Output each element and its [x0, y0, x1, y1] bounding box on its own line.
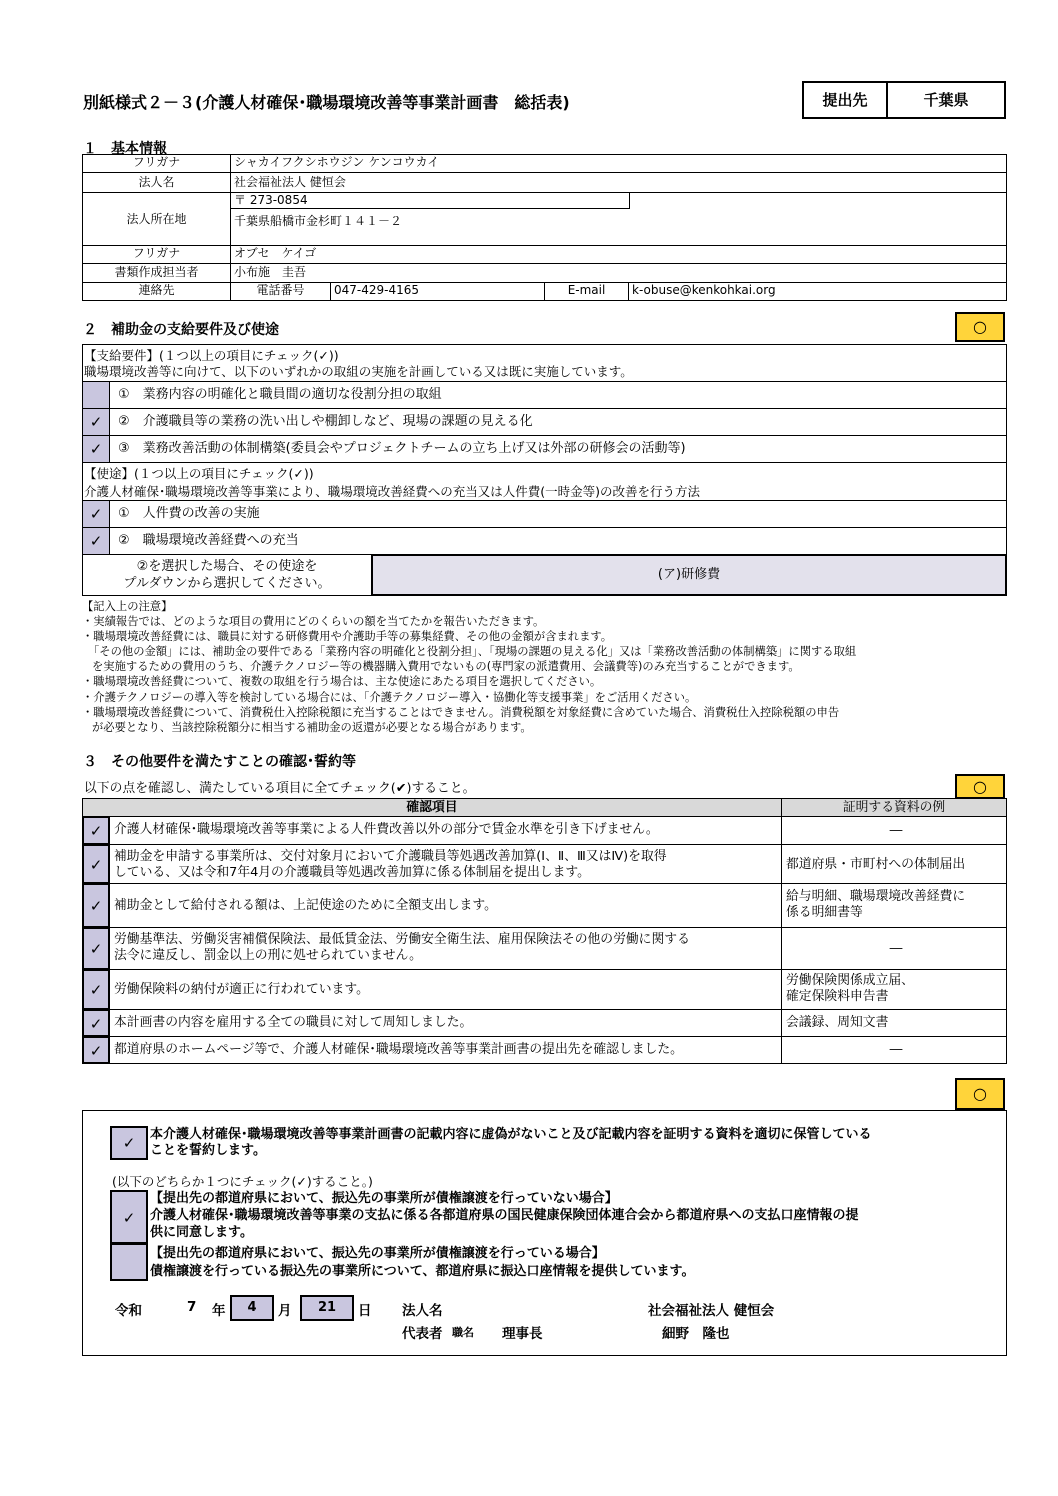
section3-heading: ３ その他要件を満たすことの確認･誓約等	[83, 754, 356, 770]
rep-label: 代表者	[402, 1326, 443, 1342]
corp-label: 法人名	[402, 1303, 443, 1319]
rep-title-label: 職名	[452, 1326, 474, 1339]
requirement-2-checkbox[interactable]: ✓	[82, 408, 110, 436]
address-value: 千葉県船橋市金杉町１４１－２	[234, 214, 403, 228]
day-input[interactable]: 21	[300, 1295, 354, 1321]
use-1-label: ① 人件費の改善の実施	[109, 500, 1007, 528]
option2-title: 【提出先の都道府県において、振込先の事業所が債権譲渡を行っている場合】	[150, 1246, 605, 1261]
confirm-text-line: 本計画書の内容を雇用する全ての職員に対して周知しました。	[114, 1015, 473, 1030]
evidence-line: ―	[889, 823, 903, 838]
confirm-text-line: 補助金として給付される額は、上記使途のために全額支出します。	[114, 898, 497, 913]
section1-heading: １ 基本情報	[83, 141, 167, 157]
address-label: 法人所在地	[82, 192, 231, 246]
author-label: 書類作成担当者	[82, 263, 231, 283]
option1-line: 介護人材確保･職場環境改善等事業の支払に係る各都道府県の国民健康保険団体連合会から都道府県への支払口座情報の提	[150, 1208, 859, 1223]
confirm-4-checkbox[interactable]: ✓	[82, 927, 110, 970]
corp-value: 社会福祉法人 健恒会	[648, 1303, 775, 1319]
submit-to-value: 千葉県	[923, 91, 969, 109]
furigana-value: シャカイフクシホウジン ケンコウカイ	[230, 154, 1007, 173]
section4-status-badge: ○	[955, 1078, 1005, 1110]
use-category-select[interactable]: (ア)研修費	[371, 554, 1007, 596]
option2-text	[150, 1245, 694, 1281]
evidence-line: 都道府県・市町村への体制届出	[786, 857, 966, 872]
email-value: k-obuse@kenkohkai.org	[628, 282, 1007, 301]
evidence-line: 係る明細書等	[786, 905, 863, 920]
note-line: を実施するための費用のうち、介護テクノロジー等の機器購入費用でないもの(専門家の派遣費用、会議費等)のみ充当することができます。	[92, 660, 800, 673]
confirm-7-text	[109, 1036, 782, 1064]
section3-status-badge: ○	[955, 774, 1005, 799]
day-label: 日	[358, 1303, 372, 1319]
confirm-1-evidence	[781, 816, 1007, 845]
confirm-2-checkbox[interactable]: ✓	[82, 844, 110, 884]
confirm-7-evidence	[781, 1036, 1007, 1064]
confirm-5-text	[109, 969, 782, 1010]
confirm-3-evidence	[781, 883, 1007, 928]
confirm-6-evidence	[781, 1009, 1007, 1037]
select-prompt-line1: ②を選択した場合、その使途を	[136, 559, 318, 574]
furigana2-label: フリガナ	[82, 245, 231, 264]
corp-name-label: 法人名	[82, 172, 231, 193]
requirement-3-label: ③ 業務改善活動の体制構築(委員会やプロジェクトチームの立ち上げ又は外部の研修会の活動等)	[109, 435, 1007, 463]
section2-heading: ２ 補助金の支給要件及び使途	[83, 322, 279, 338]
confirm-3-text	[109, 883, 782, 928]
requirements-desc: 職場環境改善等に向けて、以下のいずれかの取組の実施を計画している又は既に実施しています。	[84, 364, 633, 379]
confirm-3-checkbox[interactable]: ✓	[82, 883, 110, 928]
furigana2-value: オブセ ケイゴ	[230, 245, 1007, 264]
use-title: 【使途】(１つ以上の項目にチェック(✓))	[84, 466, 314, 481]
submit-to-label: 提出先	[804, 83, 888, 117]
requirement-2-label: ② 介護職員等の業務の洗い出しや棚卸しなど、現場の課題の見える化	[109, 408, 1007, 436]
option1-title: 【提出先の都道府県において、振込先の事業所が債権譲渡を行っていない場合】	[150, 1191, 618, 1206]
section3-intro: 以下の点を確認し、満たしている項目に全てチェック(✔)すること。	[84, 781, 476, 796]
month-input[interactable]: 4	[230, 1295, 274, 1321]
evidence-line: 労働保険関係成立届、	[786, 973, 914, 988]
confirm-text-line: している、又は令和7年4月の介護職員等処遇改善加算に係る体制届を提出します。	[114, 865, 590, 880]
corp-name-value: 社会福祉法人 健恒会	[230, 172, 1007, 193]
confirm-text-line: 補助金を申請する事業所は、交付対象月において介護職員等処遇改善加算(Ⅰ、Ⅱ、Ⅲ又はⅣ)を取得	[114, 849, 667, 864]
select-prompt-line2: プルダウンから選択してください。	[123, 576, 331, 591]
confirm-1-text	[109, 816, 782, 845]
confirm-6-checkbox[interactable]: ✓	[82, 1009, 110, 1037]
evidence-line: ―	[889, 1042, 903, 1057]
era-label: 令和	[115, 1303, 142, 1319]
submit-to-box	[802, 81, 1006, 119]
requirement-1-checkbox[interactable]	[82, 381, 110, 409]
option1-text	[150, 1190, 859, 1241]
option2-checkbox[interactable]	[110, 1243, 148, 1281]
form-title: 別紙様式２－３(介護人材確保･職場環境改善等事業計画書 総括表)	[83, 93, 570, 112]
use-2-checkbox[interactable]: ✓	[82, 527, 110, 555]
phone-value: 047-429-4165	[330, 282, 545, 301]
year-label: 年	[212, 1303, 226, 1319]
requirement-1-label: ① 業務内容の明確化と職員間の適切な役割分担の取組	[109, 381, 1007, 409]
col-header-item: 確認項目	[82, 798, 782, 817]
use-desc: 介護人材確保･職場環境改善等事業により、職場環境改善経費への充当又は人件費(一時金等)の改善を行う方法	[84, 484, 701, 499]
confirm-4-evidence	[781, 927, 1007, 970]
confirm-6-text	[109, 1009, 782, 1037]
note-line: 「その他の金額」には、補助金の要件である「業務内容の明確化と役割分担」、「現場の課題の見える化」又は「業務改善活動の体制構築」に関する取組	[88, 645, 857, 658]
col-header-evidence: 証明する資料の例	[781, 798, 1007, 817]
email-label: E-mail	[544, 282, 629, 301]
rep-title-value: 理事長	[502, 1326, 543, 1342]
confirm-text-line: 介護人材確保･職場環境改善等事業による人件費改善以外の部分で賃金水準を引き下げません。	[114, 822, 659, 837]
note-line: が必要となり、当該控除税額分に相当する補助金の返還が必要となる場合があります。	[92, 721, 532, 734]
use-2-label: ② 職場環境改善経費への充当	[109, 527, 1007, 555]
confirm-5-checkbox[interactable]: ✓	[82, 969, 110, 1010]
pledge-line: 本介護人材確保･職場環境改善等事業計画書の記載内容に虚偽がないこと及び記載内容を証明する資料を適切に保管している	[150, 1127, 872, 1142]
phone-label: 電話番号	[230, 282, 331, 301]
option2-line: 債権譲渡を行っている振込先の事業所について、都道府県に振込口座情報を提供しています。	[150, 1264, 695, 1279]
confirm-text-line: 労働基準法、労働災害補償保険法、最低賃金法、労働安全衛生法、雇用保険法その他の労働に関する	[114, 932, 690, 947]
contact-label: 連絡先	[82, 282, 231, 301]
confirm-4-text	[109, 927, 782, 970]
note-line: 【記入上の注意】	[82, 600, 173, 613]
furigana-label: フリガナ	[82, 154, 231, 173]
select-prompt	[82, 554, 372, 596]
note-line: ・職場環境改善経費について、消費税仕入控除税額に充当することはできません。消費税額を対象経費に含めていた場合、消費税仕入控除税額の申告	[82, 706, 840, 719]
evidence-line: 会議録、周知文書	[786, 1015, 889, 1030]
choose-note: (以下のどちらか１つにチェック(✓)すること。)	[112, 1174, 373, 1189]
note-line: ・職場環境改善経費には、職員に対する研修費用や介護助手等の募集経費、その他の金額が含まれます。	[82, 630, 613, 643]
year-value: 7	[187, 1299, 197, 1315]
confirm-text-line: 都道府県のホームページ等で、介護人材確保･職場環境改善等事業計画書の提出先を確認しました。	[114, 1042, 683, 1057]
section2-status-badge: ○	[955, 312, 1005, 342]
author-value: 小布施 圭吾	[230, 263, 1007, 283]
confirm-2-evidence	[781, 844, 1007, 884]
requirements-title: 【支給要件】(１つ以上の項目にチェック(✓))	[84, 348, 339, 363]
confirm-text-line: 法令に違反し、罰金以上の刑に処せられていません。	[114, 948, 422, 963]
evidence-line: ―	[889, 941, 903, 956]
note-line: ・職場環境改善経費について、複数の取組を行う場合は、主な使途にあたる項目を選択してください。	[82, 675, 602, 688]
month-label: 月	[278, 1303, 292, 1319]
pledge-line: ことを誓約します。	[150, 1143, 266, 1158]
requirement-3-checkbox[interactable]: ✓	[82, 435, 110, 463]
use-1-checkbox[interactable]: ✓	[82, 500, 110, 528]
postal-code: 〒 273-0854	[230, 192, 630, 209]
confirm-text-line: 労働保険料の納付が適正に行われています。	[114, 982, 369, 997]
evidence-line: 給与明細、職場環境改善経費に	[786, 889, 966, 904]
confirm-5-evidence	[781, 969, 1007, 1010]
option1-line: 供に同意します。	[150, 1225, 253, 1240]
confirm-1-checkbox[interactable]: ✓	[82, 816, 110, 845]
option1-checkbox[interactable]: ✓	[110, 1190, 148, 1244]
rep-name: 細野 隆也	[662, 1326, 730, 1342]
pledge-text	[150, 1127, 872, 1159]
evidence-line: 確定保険料申告書	[786, 989, 889, 1004]
note-line: ・介護テクノロジーの導入等を検討している場合には、「介護テクノロジー導入・協働化等支援事業」をご活用ください。	[82, 691, 697, 704]
pledge-checkbox[interactable]: ✓	[110, 1126, 148, 1160]
confirm-2-text	[109, 844, 782, 884]
note-line: ・実績報告では、どのような項目の費用にどのくらいの額を当てたかを報告いただきます。	[82, 615, 545, 628]
confirm-7-checkbox[interactable]: ✓	[82, 1036, 110, 1064]
